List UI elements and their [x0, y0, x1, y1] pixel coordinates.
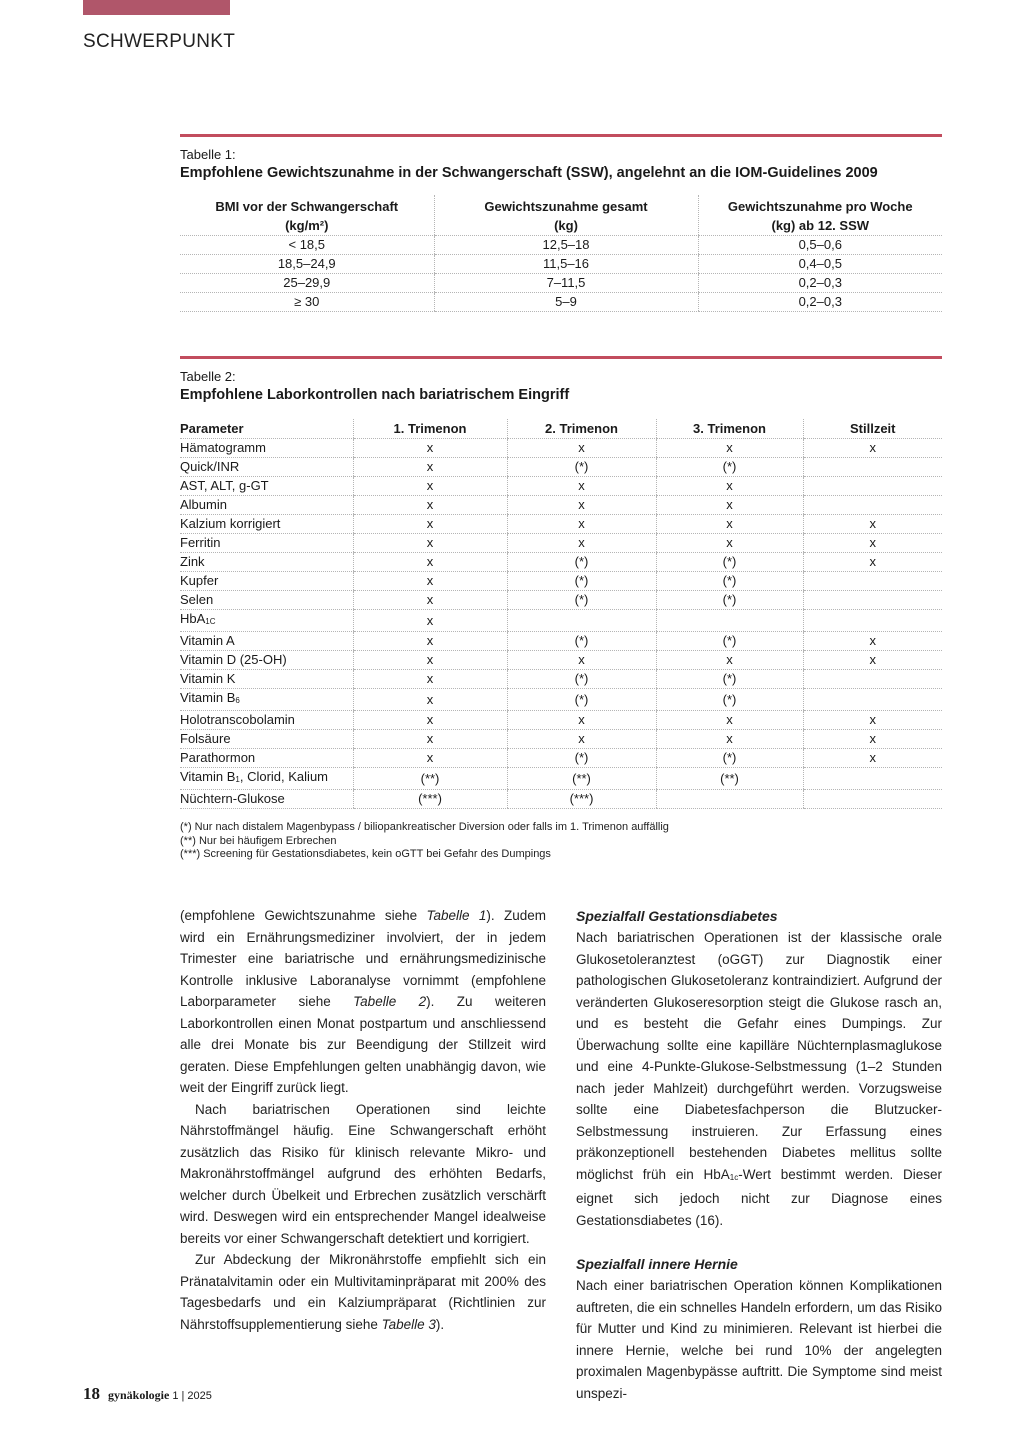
table2-cell: x [803, 515, 942, 534]
table2-cell: (**) [656, 768, 803, 790]
table2-cell: (*) [507, 749, 656, 768]
table1-row [180, 274, 942, 293]
table2-cell: x [803, 632, 942, 651]
table2-cell: x [353, 534, 507, 553]
table2-cell: x [507, 496, 656, 515]
table2-cell [803, 477, 942, 496]
table2-parameter-cell: HbA$_{1C}$ [180, 610, 353, 632]
table2-rule [180, 356, 942, 359]
table1-row [180, 255, 942, 274]
heading-innere-hernie: Spezialfall innere Hernie [576, 1256, 738, 1272]
table2-parameter-cell: Kupfer [180, 572, 353, 591]
table2-block [180, 356, 942, 862]
table2-cell: x [353, 711, 507, 730]
table2-cell [507, 610, 656, 632]
table2-cell: (*) [507, 591, 656, 610]
table1-cell: 5–9 [434, 293, 698, 312]
table2-cell: x [803, 711, 942, 730]
table2-parameter-cell: Ferritin [180, 534, 353, 553]
table2-cell: x [353, 553, 507, 572]
table1-cell: 12,5–18 [434, 236, 698, 255]
table2-header-cell: Stillzeit [803, 419, 942, 439]
table2-cell [803, 790, 942, 809]
table2-footnotes [180, 821, 942, 862]
heading-gestationsdiabetes: Spezialfall Gestationsdiabetes [576, 908, 778, 924]
table2-cell: (*) [656, 632, 803, 651]
table2-cell: x [353, 749, 507, 768]
table2-footnote: (***) Screening für Gestationsdiabetes, kein oGTT bei Gefahr des Dumpings [180, 848, 551, 860]
table2-row [180, 651, 942, 670]
table2-cell: x [803, 651, 942, 670]
table1-row [180, 293, 942, 312]
table2-cell [803, 689, 942, 711]
table2-cell: (*) [656, 572, 803, 591]
page-footer [83, 1384, 212, 1404]
table1-cell: 25–29,9 [180, 274, 434, 293]
table2-cell [656, 610, 803, 632]
table2-parameter-cell: Hämatogramm [180, 439, 353, 458]
table2-parameter-cell: Vitamin A [180, 632, 353, 651]
table2-row [180, 553, 942, 572]
table2-row [180, 496, 942, 515]
table1-header-cell: Gewichtszunahme gesamt (kg) [434, 195, 698, 236]
table2-title: Empfohlene Laborkontrollen nach bariatrischem Eingriff [180, 387, 570, 403]
table2-cell: (*) [656, 749, 803, 768]
table2-cell: (*) [507, 458, 656, 477]
table2-cell: x [803, 730, 942, 749]
table2-parameter-cell: Quick/INR [180, 458, 353, 477]
table2-row [180, 610, 942, 632]
table2-cell: (**) [353, 768, 507, 790]
table2-row [180, 572, 942, 591]
table2-cell: x [353, 515, 507, 534]
table2-cell [803, 610, 942, 632]
table2-cell: x [803, 553, 942, 572]
table2-cell: (*) [656, 689, 803, 711]
right-column [576, 905, 942, 1404]
table2-cell: (*) [656, 458, 803, 477]
table2-cell: (*) [656, 591, 803, 610]
table1 [180, 195, 942, 312]
table1-cell: 0,2–0,3 [698, 293, 942, 312]
table2-cell [803, 768, 942, 790]
table2-parameter-cell: Parathormon [180, 749, 353, 768]
table2-cell: x [353, 632, 507, 651]
issue-info: 1 | 2025 [172, 1390, 212, 1402]
table2-cell: x [803, 749, 942, 768]
table1-rule [180, 134, 942, 137]
table2-row [180, 768, 942, 790]
table2-cell: x [656, 439, 803, 458]
table2-footnote: (*) Nur nach distalem Magenbypass / biliopankreatischer Diversion oder falls im 1. Trimenon auffällig [180, 821, 669, 833]
table2-cell: x [656, 711, 803, 730]
table2-cell: x [507, 651, 656, 670]
table2-row [180, 790, 942, 809]
table2-cell: x [803, 534, 942, 553]
table2-cell: (*) [507, 572, 656, 591]
left-paragraph-3: Zur Abdeckung der Mikronährstoffe empfiehlt sich ein Pränatalvitamin oder ein Multivitaminpräparat mit 200% des Tagesbedarfs und ein Kalziumpräparat (Richtlinien zur Nährstoffsupplementierung siehe Tabelle 3). [180, 1252, 546, 1332]
table2-cell: (*) [656, 553, 803, 572]
table2-cell: (***) [507, 790, 656, 809]
left-column [180, 905, 546, 1335]
table2-cell: x [353, 651, 507, 670]
left-paragraph-1: (empfohlene Gewichtszunahme siehe Tabelle 1). Zudem wird ein Ernährungsmediziner involviert, der in jedem Trimester eine bariatrische und ernährungsmedizinische Kontrolle inklusive Laboranalyse vornimmt (empfohlene Laborparameter siehe Tabelle 2). Zu weiteren Laborkontrollen einen Monat postpartum und anschliessend alle drei Monate bis zur Beendigung der Stillzeit wird geraten. Diese Empfehlungen gelten unabhängig davon, wie weit der Eingriff zurück liegt. [180, 908, 547, 1095]
table2-cell: x [656, 534, 803, 553]
table2-cell: (***) [353, 790, 507, 809]
table2-parameter-cell: Zink [180, 553, 353, 572]
table2-parameter-cell: Vitamin K [180, 670, 353, 689]
table2-cell: x [353, 572, 507, 591]
table2-parameter-cell: Folsäure [180, 730, 353, 749]
table2-cell [803, 670, 942, 689]
table2-parameter-cell: Vitamin $B_6$ [180, 689, 353, 711]
table2-row [180, 515, 942, 534]
table2-row [180, 632, 942, 651]
right-paragraph-1: Nach bariatrischen Operationen ist der klassische orale Glukosetoleranztest (oGGT) zur Diagnostik einer pathologischen Glukosetoleranz kontraindiziert. Aufgrund der veränderten Glukoseresorption steigt die Glukose rasch an, und es besteht die Gefahr eines Dumpings. Zur Überwachung sollte eine kapilläre Nüchternplasmaglukose und eine 4-Punkte-Glukose-Selbstmessung (1–2 Stunden nach jeder Mahlzeit) durchgeführt werden. Vorzugsweise sollte eine Diabetesfachperson die Blutzucker-Selbstmessung instruieren. Zur Erfassung eines präkonzeptionell bestehenden Diabetes mellitus sollte möglichst früh ein HbA$_{1c}$-Wert bestimmt werden. Dieser eignet sich jedoch nicht zur Diagnose eines Gestationsdiabetes (16). [576, 930, 942, 1228]
table2-caption: Tabelle 2: [180, 369, 236, 384]
table1-cell: 7–11,5 [434, 274, 698, 293]
table1-cell: 11,5–16 [434, 255, 698, 274]
table2-parameter-cell: Holotranscobolamin [180, 711, 353, 730]
table2-cell: (**) [507, 768, 656, 790]
left-paragraph-2: Nach bariatrischen Operationen sind leichte Nährstoffmängel häufig. Eine Schwangerschaft erhöht zusätzlich das Risiko für klinisch relevante Mikro- und Makronährstoffmängel aufgrund des erhöhten Bedarfs, welcher durch Übelkeit und Erbrechen zusätzlich verschärft wird. Deswegen wird ein entsprechender Mangel idealweise bereits vor einer Schwangerschaft detektiert und korrigiert. [180, 1101, 546, 1246]
table2-cell [803, 572, 942, 591]
table2-cell: x [656, 730, 803, 749]
table2-row [180, 670, 942, 689]
table2-cell [803, 458, 942, 477]
table2-cell: x [353, 670, 507, 689]
page-number: 18 [83, 1384, 100, 1403]
table1-cell: < 18,5 [180, 236, 434, 255]
table2-cell [656, 790, 803, 809]
table2-header-cell: Parameter [180, 419, 353, 439]
table1-header-cell: BMI vor der Schwangerschaft (kg/m²) [180, 195, 434, 236]
table2-cell: x [656, 515, 803, 534]
table2-cell: (*) [507, 670, 656, 689]
table2-cell: x [656, 477, 803, 496]
table2-parameter-cell: AST, ALT, g-GT [180, 477, 353, 496]
table2-parameter-cell: Vitamin $B_1$, Clorid, Kalium [180, 768, 353, 790]
table2-cell: x [507, 477, 656, 496]
table1-cell: ≥ 30 [180, 293, 434, 312]
table2-cell [803, 496, 942, 515]
table2-row [180, 711, 942, 730]
table2-cell: x [353, 458, 507, 477]
table1-title: Empfohlene Gewichtszunahme in der Schwangerschaft (SSW), angelehnt an die IOM-Guidelines 2009 [180, 165, 878, 181]
table1-block [180, 134, 942, 312]
table2-row [180, 534, 942, 553]
table2-cell: x [507, 534, 656, 553]
table1-cell: 0,4–0,5 [698, 255, 942, 274]
table1-header-cell: Gewichtszunahme pro Woche (kg) ab 12. SSW [698, 195, 942, 236]
table2-row [180, 458, 942, 477]
table2-row [180, 749, 942, 768]
table2-cell: x [656, 496, 803, 515]
table2-header-cell: 1. Trimenon [353, 419, 507, 439]
table2-cell: x [353, 496, 507, 515]
table2-footnote: (**) Nur bei häufigem Erbrechen [180, 834, 337, 847]
table2-parameter-cell: Kalzium korrigiert [180, 515, 353, 534]
table2-parameter-cell: Selen [180, 591, 353, 610]
table2-cell: (*) [656, 670, 803, 689]
table2 [180, 419, 942, 809]
table3-reference: Tabelle 3 [381, 1316, 436, 1332]
table2-cell: x [353, 689, 507, 711]
table2-cell: (*) [507, 689, 656, 711]
table1-row [180, 236, 942, 255]
table1-cell: 18,5–24,9 [180, 255, 434, 274]
table2-cell: x [507, 711, 656, 730]
table2-parameter-cell: Nüchtern-Glukose [180, 790, 353, 809]
section-label: SCHWERPUNKT [83, 31, 236, 52]
top-accent-bar [83, 0, 230, 15]
table2-header-cell: 3. Trimenon [656, 419, 803, 439]
table2-cell: x [353, 477, 507, 496]
right-paragraph-2: Nach einer bariatrischen Operation können Komplikationen auftreten, die ein schnelles Handeln erfordern, um das Risiko für Mutter und Kind zu minimieren. Relevant ist hierbei die innere Hernie, welche bei rund 10% der angelegten proximalen Magenbypässe auftritt. Die Symptome sind meist unspezi- [576, 1278, 942, 1401]
table2-cell: x [507, 439, 656, 458]
table2-cell [803, 591, 942, 610]
table2-cell: x [353, 439, 507, 458]
table2-row [180, 439, 942, 458]
table1-caption: Tabelle 1: [180, 147, 236, 162]
table1-reference: Tabelle 1 [426, 908, 487, 923]
table2-cell: (*) [507, 632, 656, 651]
table2-row [180, 591, 942, 610]
table2-cell: x [803, 439, 942, 458]
table2-row [180, 730, 942, 749]
table2-cell: x [656, 651, 803, 670]
table1-cell: 0,2–0,3 [698, 274, 942, 293]
table2-row [180, 689, 942, 711]
table2-header-cell: 2. Trimenon [507, 419, 656, 439]
table2-cell: x [507, 730, 656, 749]
table2-cell: x [507, 515, 656, 534]
table2-cell: (*) [507, 553, 656, 572]
table1-cell: 0,5–0,6 [698, 236, 942, 255]
journal-name: gynäkologie [108, 1388, 170, 1402]
table2-row [180, 477, 942, 496]
table2-cell: x [353, 591, 507, 610]
table2-reference: Tabelle 2 [353, 994, 427, 1009]
table2-parameter-cell: Vitamin D (25-OH) [180, 651, 353, 670]
table2-cell: x [353, 730, 507, 749]
table2-cell: x [353, 610, 507, 632]
table2-parameter-cell: Albumin [180, 496, 353, 515]
